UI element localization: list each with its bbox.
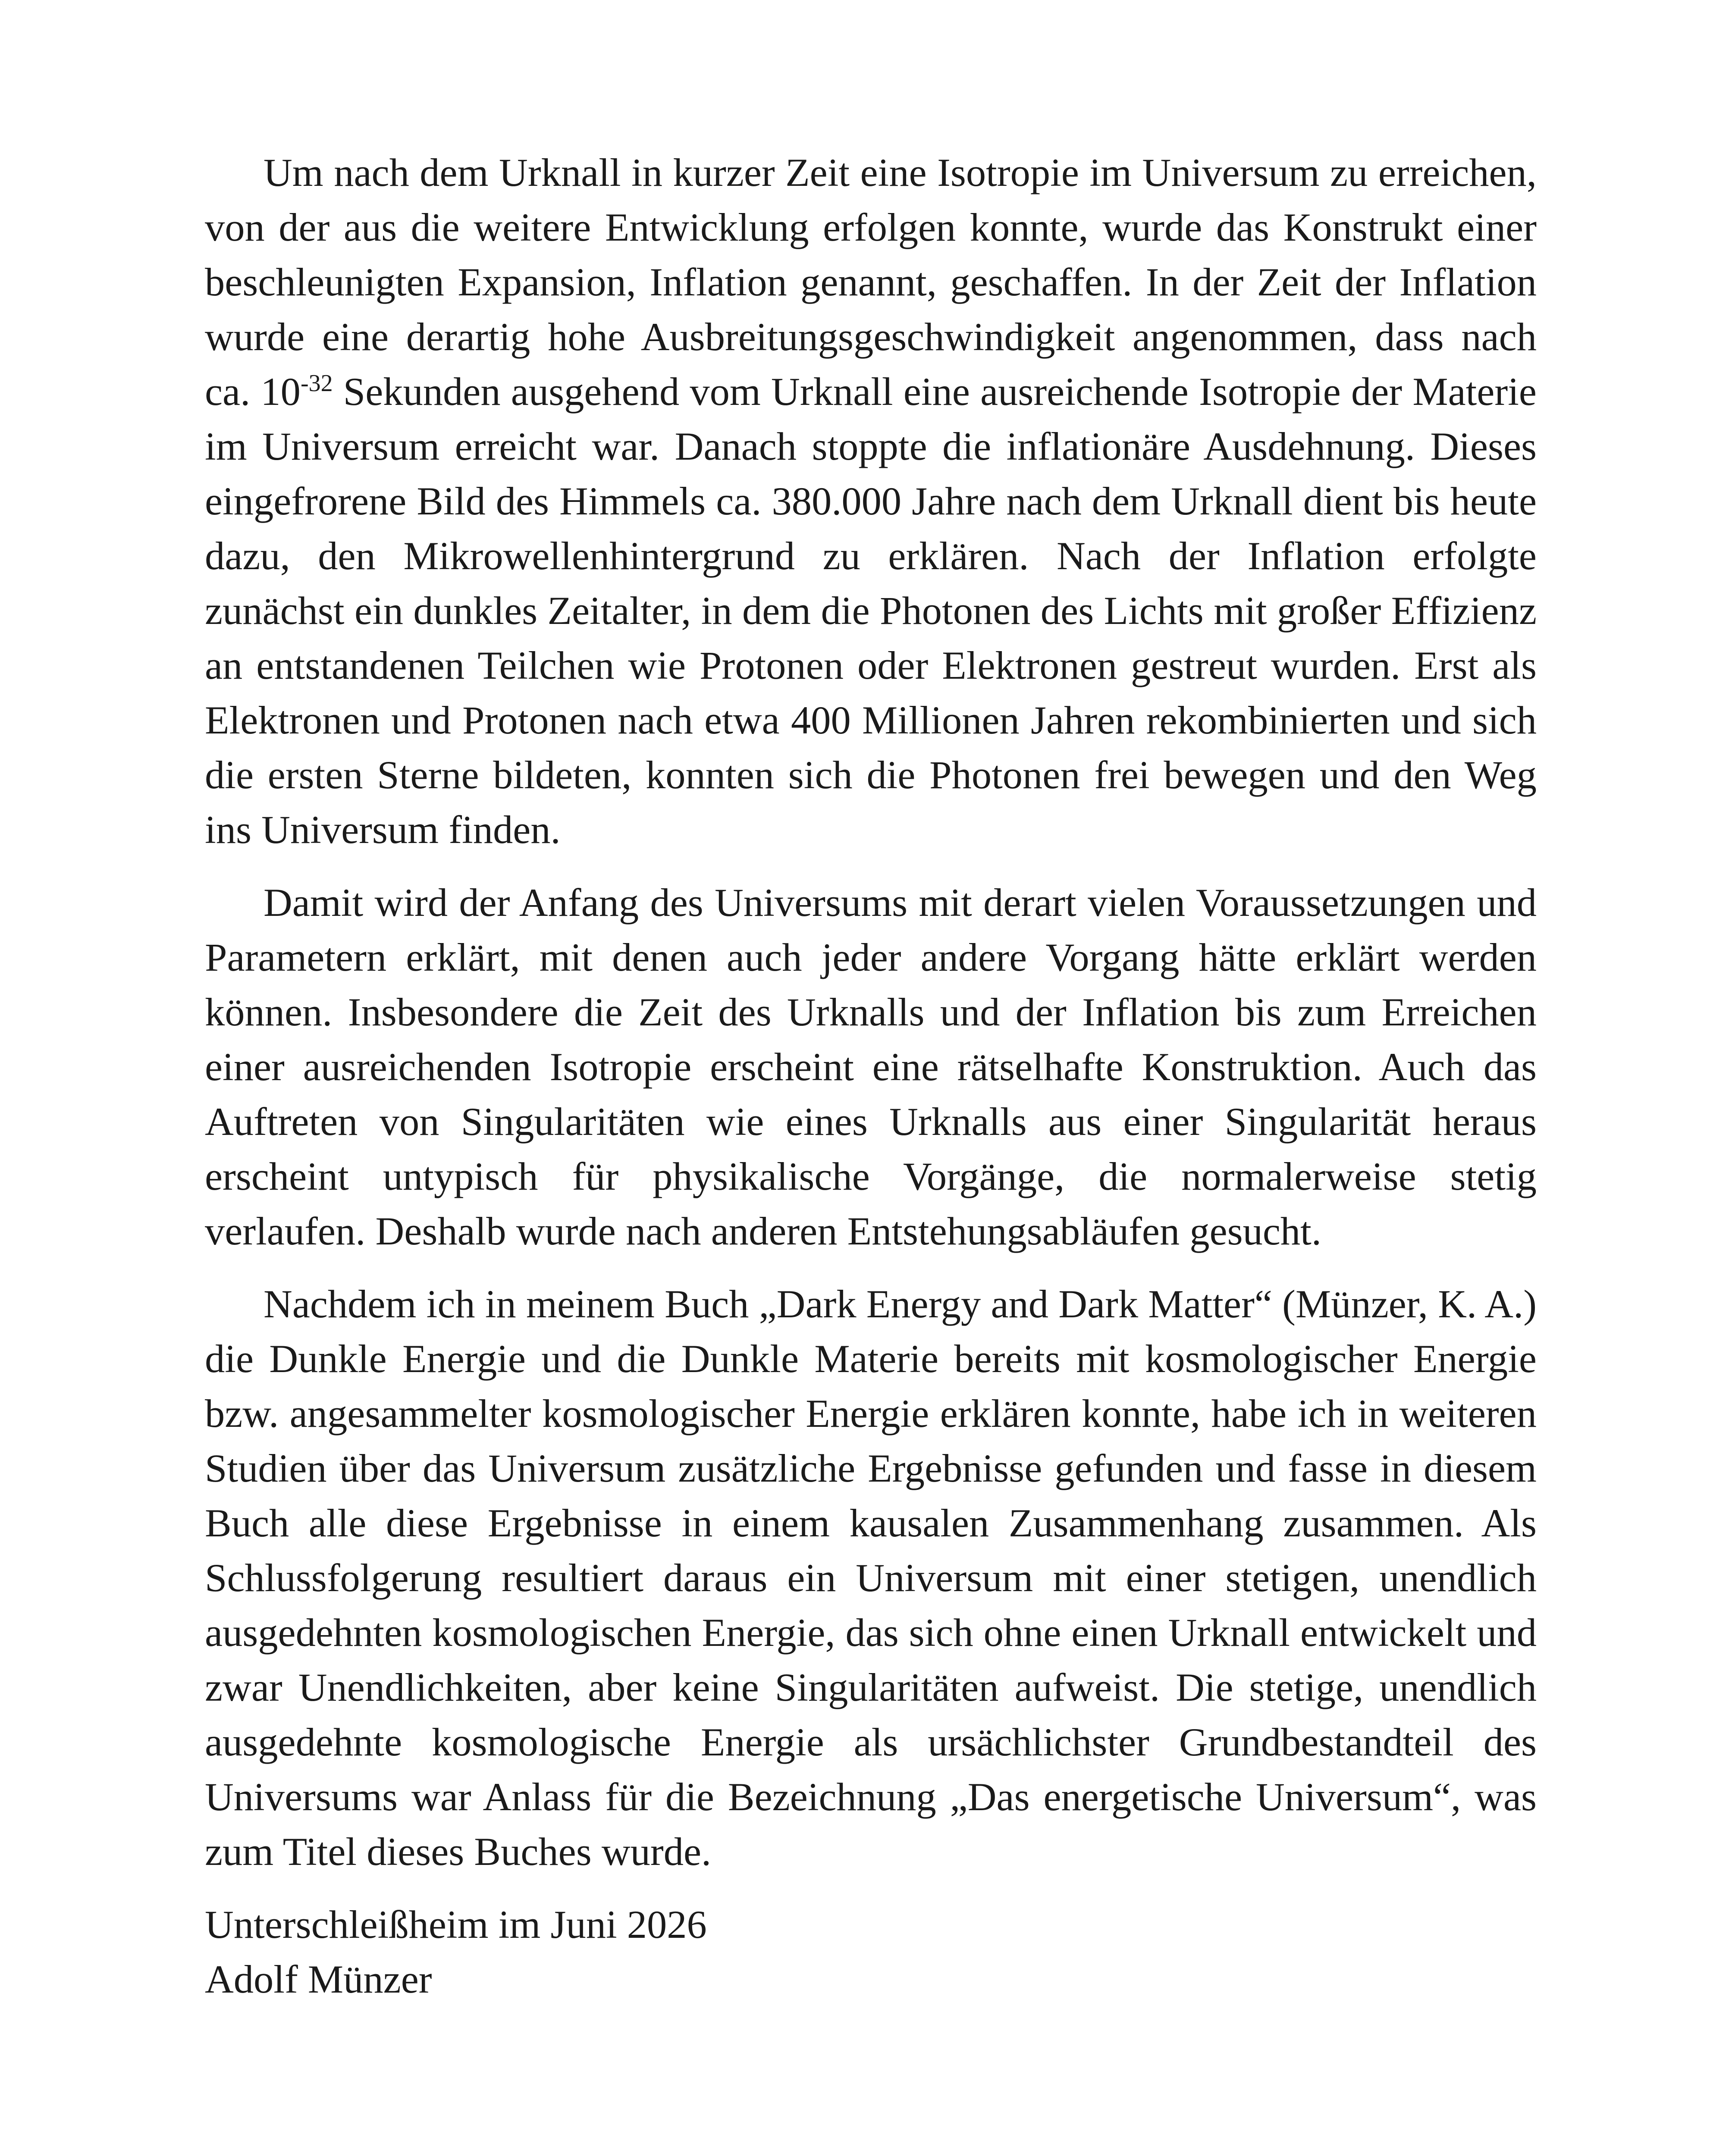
paragraph-1-text-b: Sekunden ausgehend vom Urknall eine ausreichende Isotropie der Materie im Universum erreicht war. Danach stoppte die inflationäre Ausdehnung. Dieses eingefrorene Bild des Himmels ca. 380.000 Jahre nach dem Urknall dient bis heute dazu, den Mikrowellenhintergrund zu erklären. Nach der Inflation erfolgte zunächst ein dunkles Zeitalter, in dem die Photonen des Lichts mit großer Effizienz an entstandenen Teilchen wie Protonen oder Elektronen gestreut wurden. Erst als Elektronen und Protonen nach etwa 400 Millionen Jahren rekombinierten und sich die ersten Sterne bildeten, konnten sich die Photonen frei bewegen und den Weg ins Universum finden. <box>205 370 1537 852</box>
paragraph-2: Damit wird der Anfang des Universums mit derart vielen Voraussetzungen und Parametern erklärt, mit denen auch jeder andere Vorgang hätte erklärt werden können. Insbesondere die Zeit des Urknalls und der Inflation bis zum Erreichen einer ausreichenden Isotropie erscheint eine rätselhafte Konstruktion. Auch das Auftreten von Singularitäten wie eines Urknalls aus einer Singularität heraus erscheint untypisch für physikalische Vorgänge, die normalerweise stetig verlaufen. Deshalb wurde nach anderen Entstehungsabläufen gesucht. <box>205 881 1537 1253</box>
paragraph-3: Nachdem ich in meinem Buch „Dark Energy and Dark Matter“ (Münzer, K. A.) die Dunkle Energie und die Dunkle Materie bereits mit kosmologischer Energie bzw. angesammelter kosmologischer Energie erklären konnte, habe ich in weiteren Studien über das Universum zusätzliche Ergebnisse gefunden und fasse in diesem Buch alle diese Ergebnisse in einem kausalen Zusammenhang zusammen. Als Schlussfolgerung resultiert daraus ein Universum mit einer stetigen, unendlich ausgedehnten kosmologischen Energie, das sich ohne einen Urknall entwickelt und zwar Unendlichkeiten, aber keine Singularitäten aufweist. Die stetige, unendlich ausgedehnte kosmologische Energie als ursächlichster Grundbestandteil des Universums war Anlass für die Bezeichnung „Das energetische Universum“, was zum Titel dieses Buches wurde. <box>205 1282 1537 1874</box>
paragraph-1-text-a: Um nach dem Urknall in kurzer Zeit eine Isotropie im Universum zu erreichen, von der aus die weitere Entwicklung erfolgen konnte, wurde das Konstrukt einer beschleunigten Expansion, Inflation genannt, geschaffen. In der Zeit der Inflation wurde eine derartig hohe Ausbreitungsgeschwindigkeit angenommen, dass nach ca. 10 <box>205 151 1537 414</box>
author-name: Adolf Münzer <box>205 1958 432 2002</box>
body-text <box>205 146 1537 2007</box>
exponent: -32 <box>300 370 333 397</box>
paragraph-1 <box>205 146 1537 858</box>
place-and-date: Unterschleißheim im Juni 2026 <box>205 1903 707 1947</box>
signature-block <box>205 1898 1537 2007</box>
